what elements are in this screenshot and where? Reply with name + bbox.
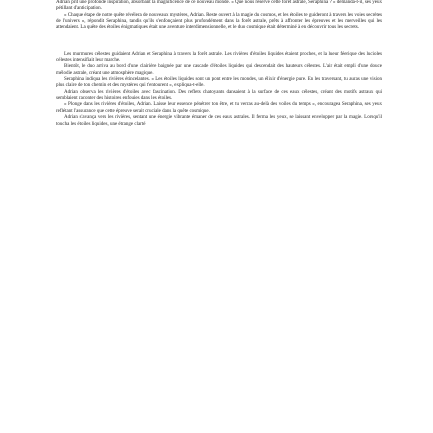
paragraph: Bientôt, le duo arriva au bord d'une clairière baignée par une cascade d'étoiles liquides qui descendait des hauteurs célestes. L'air était empli d'une douce mélodie astrale, créant une atmosphère magique.: [56, 63, 382, 76]
paragraph: Seraphina indiqua les rivières étincelantes. « Les étoiles liquides sont un pont entre les mondes, un élixir d'énergie pure. En les traversant, tu auras une vision plus claire de ton chemin et des mystères qui t'entourent », expliqua-t-elle.: [56, 76, 382, 89]
book-page: [56, 0, 382, 433]
paragraph: « Plonge dans les rivières d'étoiles, Adrian. Laisse leur essence pénétrer ton être, et tu verras au-delà des voiles du temps », encouragea Seraphina, ses yeux reflétant l'assurance que cette épreuve serait cruciale dans la quête cosmique.: [56, 101, 382, 114]
paragraph: Les murmures célestes guidaient Adrian et Seraphina à travers la forêt astrale. Les rivières d'étoiles liquides étaient proches, et la lueur féerique des lucioles célestes intensifiait leur marche.: [56, 50, 382, 64]
text-block-bottom: [56, 51, 382, 127]
paragraph: Adrian s'avança vers les rivières, sentant une énergie vibrante émaner de ces eaux astrales. Il ferma les yeux, se laissant envelopper par la magie. Lorsqu'il toucha les étoiles liquides, une étrange clarté: [56, 114, 382, 127]
text-block-top: [56, 0, 382, 31]
paragraph: Adrian prit une profonde inspiration, absorbant la magnificence de ce nouveau monde. « Que nous réserve cette forêt astrale, Seraphina ? » demanda-t-il, ses yeux pétillant d'anticipation.: [56, 0, 382, 12]
paragraph: « Chaque étape de notre quête révélera de nouveaux mystères, Adrian. Reste ouvert à la magie du cosmos, et les étoiles te guideront à travers les voies secrètes de l'univers », répondit Seraphina, tandis qu'ils s'enfonçaient plus profondément dans la forêt astrale, prêts à affronter les épreuves et les merveilles qui les attendaient. La quête des étoiles énigmatiques était une aventure interdimensionnelle, et le duo cosmique était déterminé à en découvrir tous les secrets.: [56, 11, 382, 31]
paragraph: Adrian observa les rivières d'étoiles avec fascination. Des reflets chatoyants dansaient à la surface de ces eaux célestes, créant des motifs astraux qui semblaient raconter des histoires enfouies dans les étoiles.: [56, 88, 382, 102]
